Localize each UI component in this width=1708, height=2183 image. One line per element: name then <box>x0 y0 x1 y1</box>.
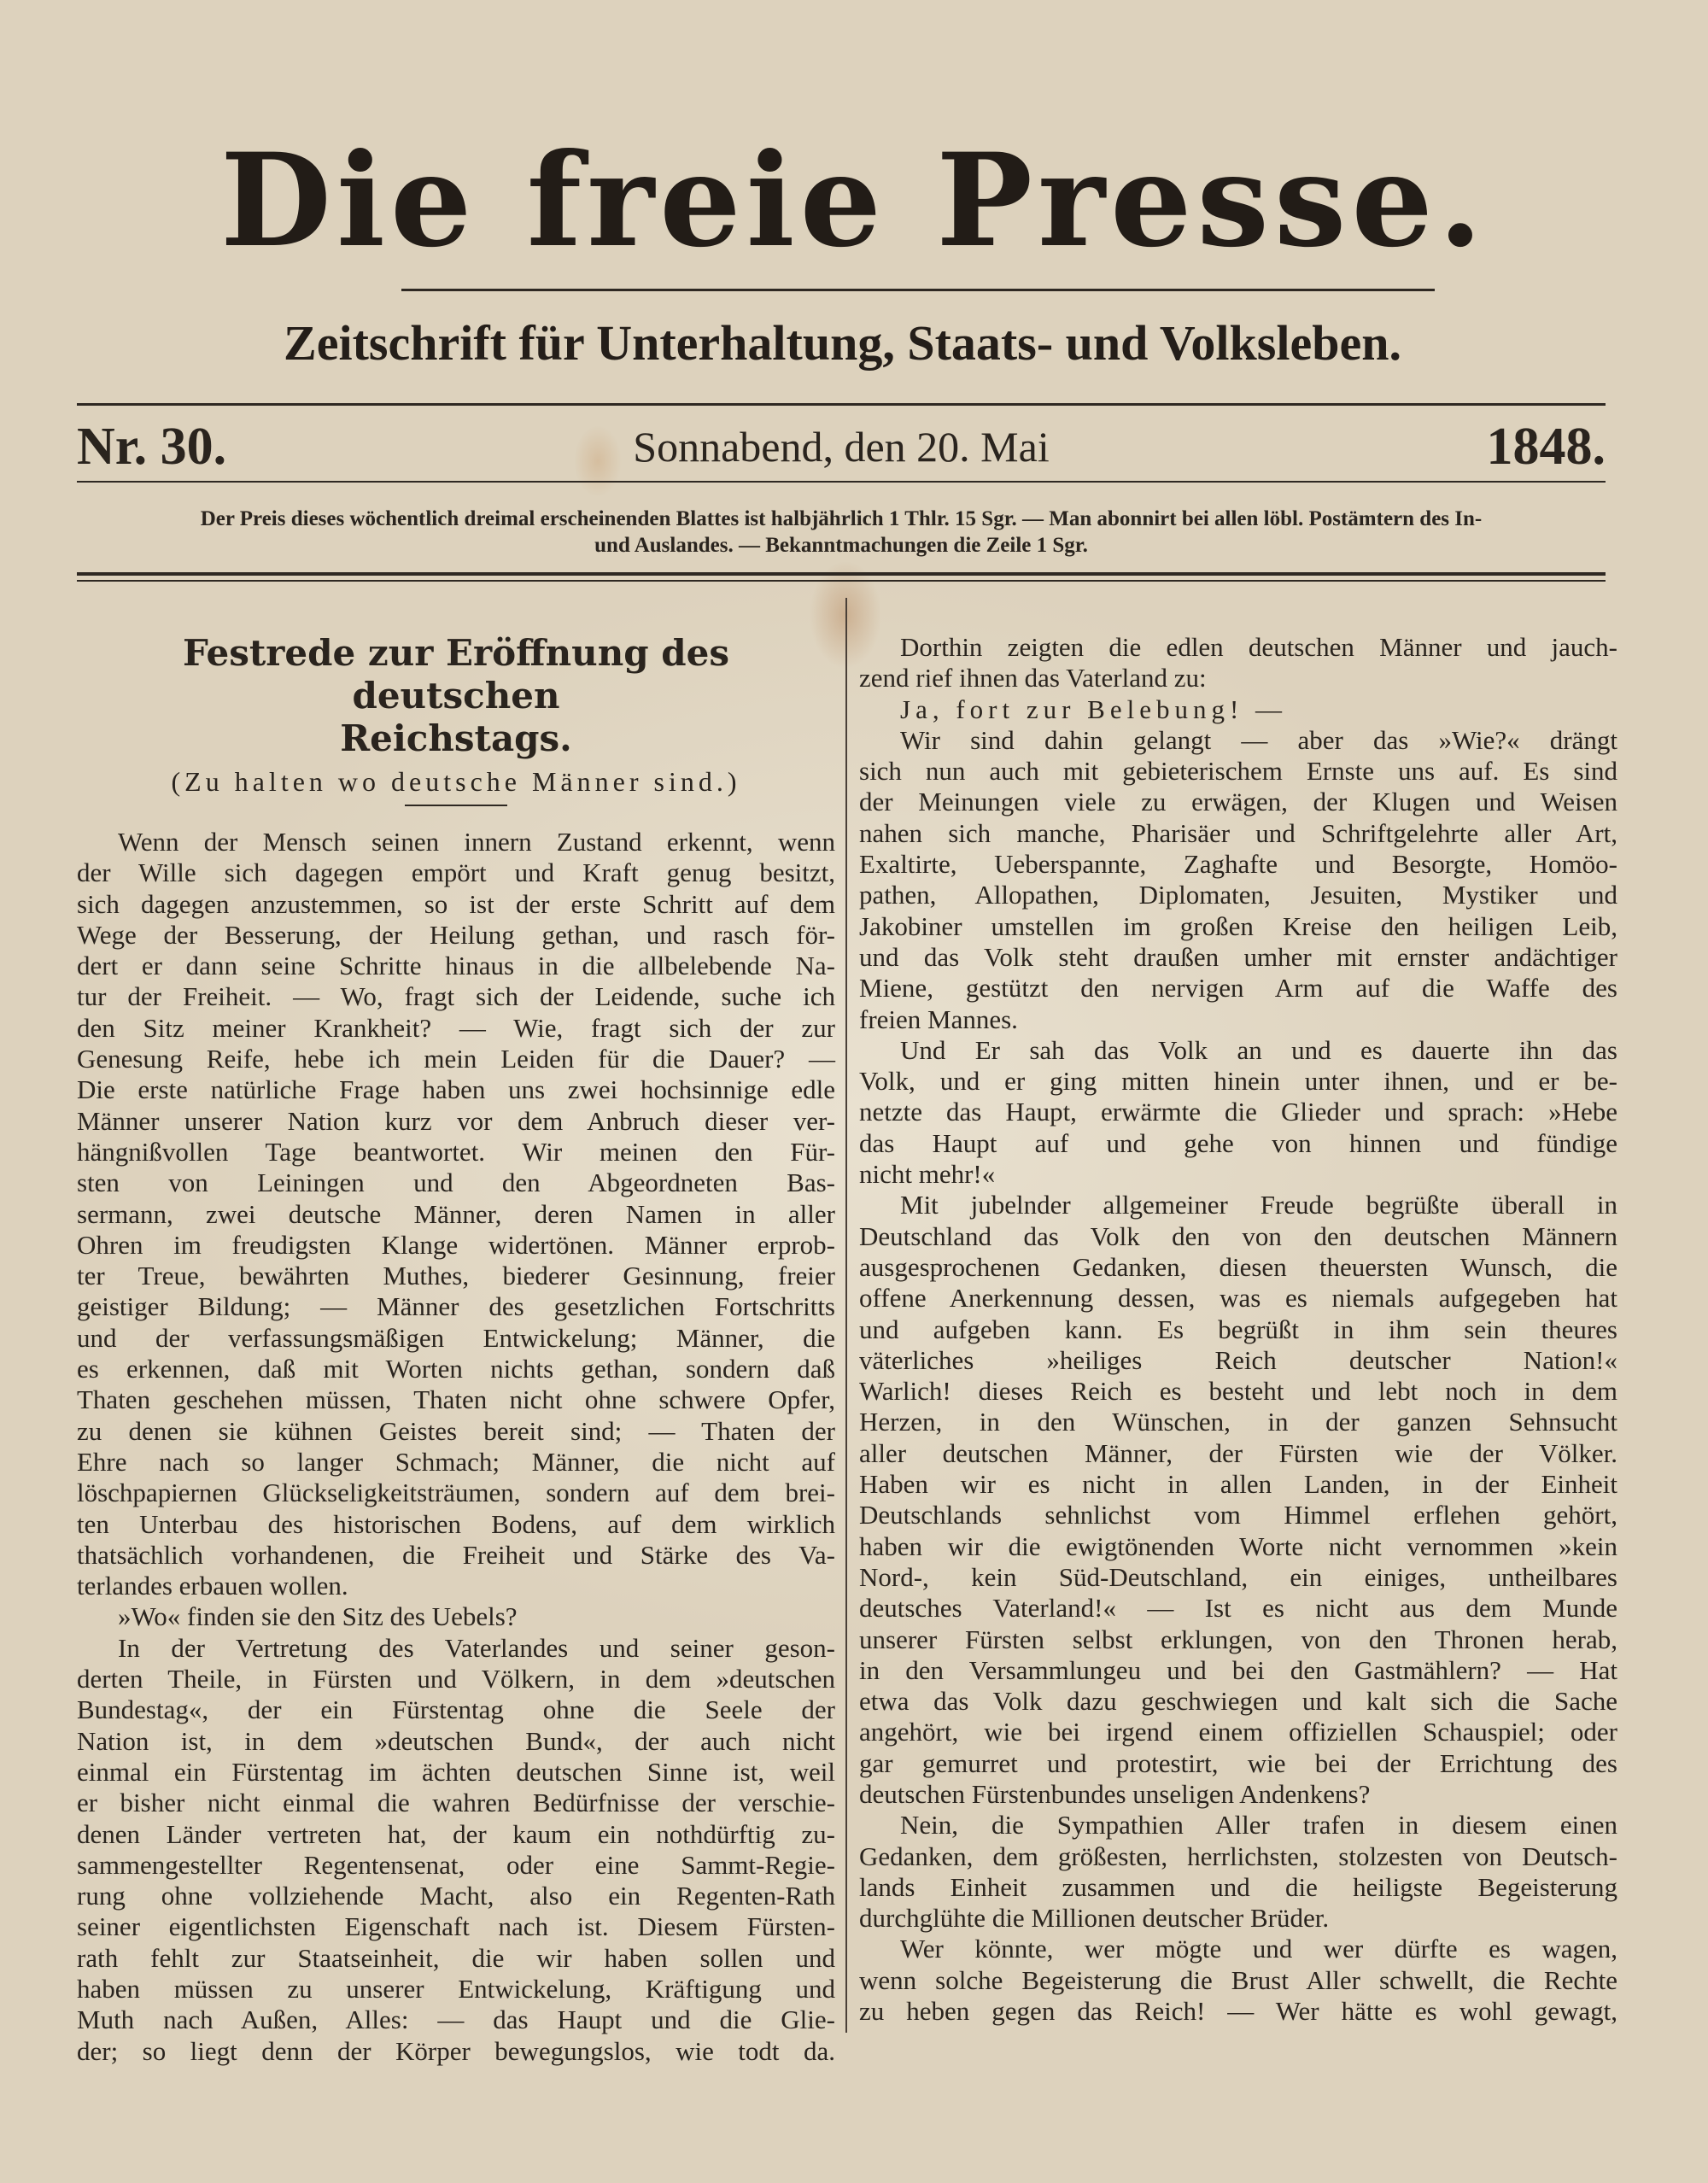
paragraph <box>859 632 1617 694</box>
text-line: lands Einheit zusammen und die heiligste Begeisterung <box>859 1871 1617 1902</box>
text-line: den Sitz meiner Krankheit? — Wie, fragt sich der zur <box>77 1012 835 1043</box>
text-line: In der Vertretung des Vaterlandes und seiner geson- <box>118 1632 835 1663</box>
text-line: Mit jubelnder allgemeiner Freude begrüßte überall in <box>900 1190 1617 1220</box>
text-line: einmal ein Fürstentag im ächten deutschen Sinne ist, weil <box>77 1756 835 1787</box>
text-line: hängnißvollen Tage beantwortet. Wir meinen den Für- <box>77 1136 835 1167</box>
text-line: der Wille sich dagegen empört und Kraft genug besitzt, <box>77 857 835 888</box>
text-line: zu heben gegen das Reich! — Wer hätte es wohl gewagt, <box>859 1996 1617 2027</box>
text-line: Exaltirte, Ueberspannte, Zaghafte und Besorgte, Homöo- <box>859 849 1617 880</box>
text-line: Die erste natürliche Frage haben uns zwei hochsinnige edle <box>77 1074 835 1105</box>
text-line: Volk, und er ging mitten hinein unter ihnen, und er be- <box>859 1066 1617 1097</box>
text-line: es erkennen, daß mit Worten nichts gethan, sondern daß <box>77 1354 835 1384</box>
text-line: nicht mehr!« <box>859 1159 996 1190</box>
text-line: Wenn der Mensch seinen innern Zustand erkennt, wenn <box>118 827 835 857</box>
text-line: Gedanken, dem größesten, herrlichsten, stolzesten von Deutsch- <box>859 1841 1617 1871</box>
text-line: zu denen sie kühnen Geistes bereit sind; — Thaten der <box>77 1415 835 1446</box>
text-line: Wir sind dahin gelangt — aber das »Wie?« drängt <box>900 724 1617 755</box>
divider-top <box>77 403 1606 406</box>
text-line: Genesung Reife, hebe ich mein Leiden für die Dauer? — <box>77 1044 835 1074</box>
text-line: er bisher nicht einmal die wahren Bedürfnisse der verschie- <box>77 1788 835 1818</box>
text-line: väterliches »heiliges Reich deutscher Nation!« <box>859 1344 1617 1375</box>
text-line: Herzen, in den Wünschen, in der ganzen Sehnsucht <box>859 1407 1617 1437</box>
left-body <box>77 827 835 2067</box>
price-notice <box>77 506 1606 559</box>
masthead-subtitle: Zeitschrift für Unterhaltung, Staats- und Volksleben. <box>284 315 1401 371</box>
text-line: Haben wir es nicht in allen Landen, in der Einheit <box>859 1469 1617 1500</box>
text-line: rath fehlt zur Staatseinheit, die wir haben sollen und <box>77 1942 835 1973</box>
text-line: netzte das Haupt, erwärmte die Glieder und sprach: »Hebe <box>859 1097 1617 1127</box>
text-line: rung ohne vollziehende Macht, also ein Regenten-Rath <box>77 1881 835 1911</box>
text-line: sich nun auch mit gebieterischem Ernste uns auf. Es sind <box>859 756 1617 787</box>
column-divider <box>845 598 847 2033</box>
text-line: Deutschland das Volk den von den deutschen Männern <box>859 1220 1617 1251</box>
article-title-line: Festrede zur Eröffnung des deutschen <box>183 632 729 717</box>
text-line: pathen, Allopathen, Diplomaten, Jesuiten, Mystiker und <box>859 880 1617 910</box>
text-line: zend rief ihnen das Vaterland zu: <box>859 663 1207 694</box>
text-line: sten von Leiningen und den Abgeordneten Bas- <box>77 1168 835 1198</box>
text-line: Wege der Besserung, der Heilung gethan, und rasch för- <box>77 919 835 950</box>
text-line: derten Theile, in Fürsten und Völkern, in dem »deutschen <box>77 1664 835 1694</box>
text-line: Thaten geschehen müssen, Thaten nicht ohne schwere Opfer, <box>77 1384 835 1415</box>
text-line: seiner eigentlichsten Eigenschaft nach ist. Diesem Fürsten- <box>77 1911 835 1942</box>
text-line: Männer unserer Nation kurz vor dem Anbruch dieser ver- <box>77 1105 835 1136</box>
paragraph <box>77 1601 835 1632</box>
paragraph <box>859 1934 1617 2027</box>
text-line: dert er dann seine Schritte hinaus in die allbelebende Na- <box>77 951 835 981</box>
text-line: haben müssen zu unserer Entwickelung, Kräftigung und <box>77 1973 835 2004</box>
paragraph <box>859 694 1617 725</box>
text-line: »Wo« finden sie den Sitz des Uebels? <box>118 1601 518 1632</box>
paragraph <box>77 1633 835 2067</box>
text-line: offene Anerkennung dessen, was es niemals aufgegeben hat <box>859 1283 1617 1314</box>
text-line: sammengestellter Regentensenat, oder eine Sammt-Regie- <box>77 1849 835 1880</box>
issue-date: Sonnabend, den 20. Mai <box>633 423 1050 471</box>
subtitle-rule <box>405 805 507 806</box>
text-line: aller deutschen Männer, der Fürsten wie der Völker. <box>859 1437 1617 1468</box>
paragraph <box>77 827 835 1601</box>
column-right <box>859 632 1617 2027</box>
text-line: angehört, wie bei irgend einem offiziellen Schauspiel; oder <box>859 1717 1617 1747</box>
text-line: Deutschlands sehnlichst vom Himmel erflehen gehört, <box>859 1500 1617 1530</box>
right-body <box>859 632 1617 2027</box>
text-line: geistiger Bildung; — Männer des gesetzlichen Fortschritts <box>77 1291 835 1322</box>
masthead-title: Die freie Presse. <box>219 126 1489 276</box>
price-line: und Auslandes. — Bekanntmachungen die Zeile 1 Sgr. <box>594 534 1088 557</box>
text-line: Bundestag«, der ein Fürstentag ohne die Seele der <box>77 1694 835 1725</box>
text-line: Nein, die Sympathien Aller trafen in diesem einen <box>900 1810 1617 1841</box>
text-line: gar gemurret und protestirt, wie bei der Errichtung des <box>859 1747 1617 1778</box>
column-left <box>77 632 835 2067</box>
text-line: der Meinungen viele zu erwägen, der Klugen und Weisen <box>859 787 1617 817</box>
paragraph <box>859 725 1617 1035</box>
text-line: ausgesprochenen Gedanken, diesen theuersten Wunsch, die <box>859 1251 1617 1282</box>
article-title-line: Reichstags. <box>340 717 572 759</box>
text-line: Nord-, kein Süd-Deutschland, ein einiges, untheilbares <box>859 1561 1617 1592</box>
text-line: tur der Freiheit. — Wo, fragt sich der Leidende, suche ich <box>77 981 835 1012</box>
text-line: Jakobiner umstellen im großen Kreise den heiligen Leib, <box>859 910 1617 941</box>
text-line: löschpapiernen Glückseligkeitsträumen, sondern auf dem brei- <box>77 1478 835 1508</box>
text-line: terlandes erbauen wollen. <box>77 1571 348 1601</box>
text-line: Wer könnte, wer mögte und wer dürfte es wagen, <box>900 1934 1617 1964</box>
text-line: freien Mannes. <box>859 1004 1018 1034</box>
text-line: haben wir die ewigtönenden Worte nicht vernommen »kein <box>859 1530 1617 1561</box>
text-line: in den Versammlungeu und bei den Gastmählern? — Hat <box>859 1654 1617 1685</box>
text-line: ter Treue, bewährten Muthes, biederer Gesinnung, freier <box>77 1261 835 1291</box>
text-line: denen Länder vertreten hat, der kaum ein nothdürftig zu- <box>77 1818 835 1849</box>
text-line: etwa das Volk dazu geschwiegen und kalt sich die Sache <box>859 1686 1617 1717</box>
text-line: deutschen Fürstenbundes unseligen Andenkens? <box>859 1778 1371 1809</box>
paragraph <box>859 1810 1617 1934</box>
masthead-underline <box>401 289 1435 291</box>
issue-number: Nr. 30. <box>77 418 227 476</box>
double-rule-top <box>77 572 1606 576</box>
text-line: und der verfassungsmäßigen Entwickelung; Männer, die <box>77 1322 835 1353</box>
text-line: durchglühte die Millionen deutscher Brüder. <box>859 1903 1330 1934</box>
paragraph <box>859 1035 1617 1190</box>
paragraph <box>859 1190 1617 1810</box>
text-line: Ehre nach so langer Schmach; Männer, die nicht auf <box>77 1446 835 1477</box>
text-line: Dorthin zeigten die edlen deutschen Männer und jauch- <box>900 632 1617 662</box>
text-line: Muth nach Außen, Alles: — das Haupt und die Glie- <box>77 2004 835 2035</box>
double-rule-bottom <box>77 580 1606 582</box>
issue-year: 1848. <box>1486 418 1606 476</box>
price-line: Der Preis dieses wöchentlich dreimal erscheinenden Blattes ist halbjährlich 1 Thlr. 15 Sgr. — Man abonnirt bei allen löbl. Postämtern des In- <box>200 507 1483 530</box>
issue-row <box>77 417 1606 477</box>
text-line: Miene, gestützt den nervigen Arm auf die Waffe des <box>859 973 1617 1004</box>
text-line: Und Er sah das Volk an und es dauerte ihn das <box>900 1034 1617 1065</box>
text-line: wenn solche Begeisterung die Brust Aller schwellt, die Rechte <box>859 1964 1617 1995</box>
text-line: ten Unterbau des historischen Bodens, auf dem wirklich <box>77 1508 835 1539</box>
text-line: das Haupt auf und gehe von hinnen und fündige <box>859 1127 1617 1158</box>
text-line: und das Volk steht draußen umher mit ernster andächtiger <box>859 941 1617 972</box>
text-line: Ja, fort zur Belebung! — <box>900 694 1288 724</box>
text-line: unserer Fürsten selbst erklungen, von den Thronen herab, <box>859 1624 1617 1654</box>
text-line: sermann, zwei deutsche Männer, deren Namen in aller <box>77 1198 835 1229</box>
text-line: der; so liegt denn der Körper bewegungslos, wie todt da. <box>77 2035 835 2066</box>
text-line: thatsächlich vorhandenen, die Freiheit und Stärke des Va- <box>77 1539 835 1570</box>
text-line: Nation ist, in dem »deutschen Bund«, der auch nicht <box>77 1725 835 1756</box>
text-line: und aufgeben kann. Es begrüßt in ihm sein theures <box>859 1314 1617 1344</box>
text-line: nahen sich manche, Pharisäer und Schriftgelehrte aller Art, <box>859 817 1617 848</box>
article-subtitle: (Zu halten wo deutsche Männer sind.) <box>171 766 741 797</box>
article-title <box>77 632 835 760</box>
text-line: sich dagegen anzustemmen, so ist der erste Schritt auf dem <box>77 888 835 919</box>
text-line: Warlich! dieses Reich es besteht und lebt noch in dem <box>859 1376 1617 1407</box>
text-line: Ohren im freudigsten Klange widertönen. Männer erprob- <box>77 1229 835 1260</box>
text-line: deutsches Vaterland!« — Ist es nicht aus dem Munde <box>859 1593 1617 1624</box>
divider-issue <box>77 481 1606 483</box>
